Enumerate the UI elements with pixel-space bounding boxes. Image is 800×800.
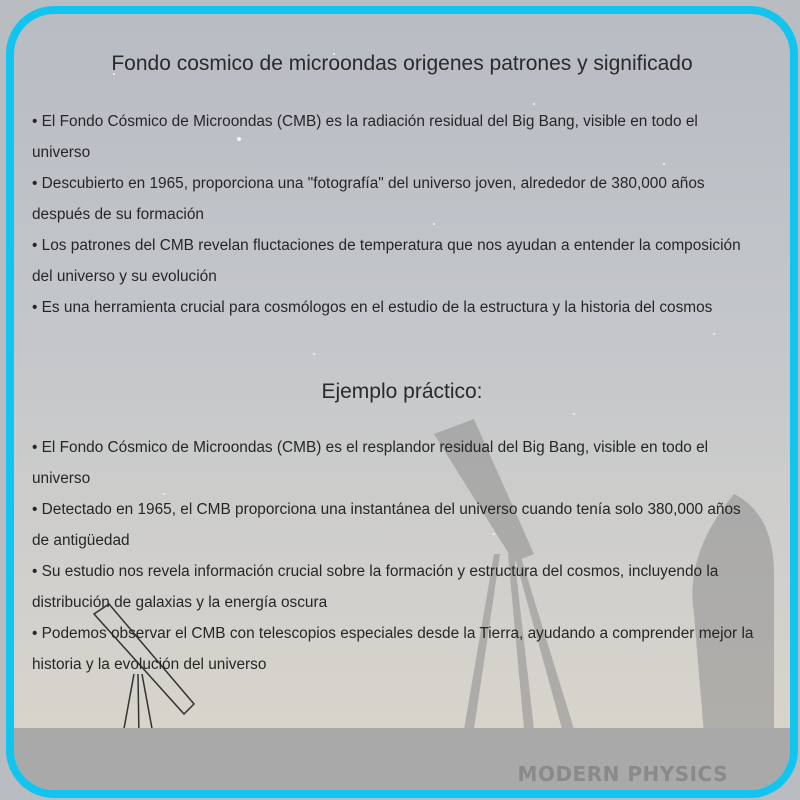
bullet: • Podemos observar el CMB con telescopios especiales desde la Tierra, ayudando a comprender mejor la historia y la evolución del universo [32,625,754,673]
bullet: • Es una herramienta crucial para cosmólogos en el estudio de la estructura y la historia del cosmos [32,299,713,316]
bullet: • Su estudio nos revela información crucial sobre la formación y estructura del cosmos, incluyendo la distribución de galaxias y la energía oscura [32,563,719,611]
bullet: • Descubierto en 1965, proporciona una "fotografía" del universo joven, alrededor de 380,000 años después de su formación [32,175,705,223]
bullet: • Los patrones del CMB revelan fluctaciones de temperatura que nos ayudan a entender la composición del universo y su evolución [32,237,741,285]
card [6,6,798,798]
example-bullets [32,432,757,680]
example-heading: Ejemplo práctico: [321,380,483,403]
bullet: • El Fondo Cósmico de Microondas (CMB) es la radiación residual del Big Bang, visible en todo el universo [32,113,698,161]
bullet: • Detectado en 1965, el CMB proporciona una instantánea del universo cuando tenía solo 380,000 años de antigüedad [32,501,741,549]
main-bullets [32,106,757,323]
bullet: • El Fondo Cósmico de Microondas (CMB) es el resplandor residual del Big Bang, visible en todo el universo [32,439,709,487]
brand-watermark: MODERN PHYSICS [517,762,728,786]
page-title: Fondo cosmico de microondas origenes patrones y significado [111,52,693,75]
